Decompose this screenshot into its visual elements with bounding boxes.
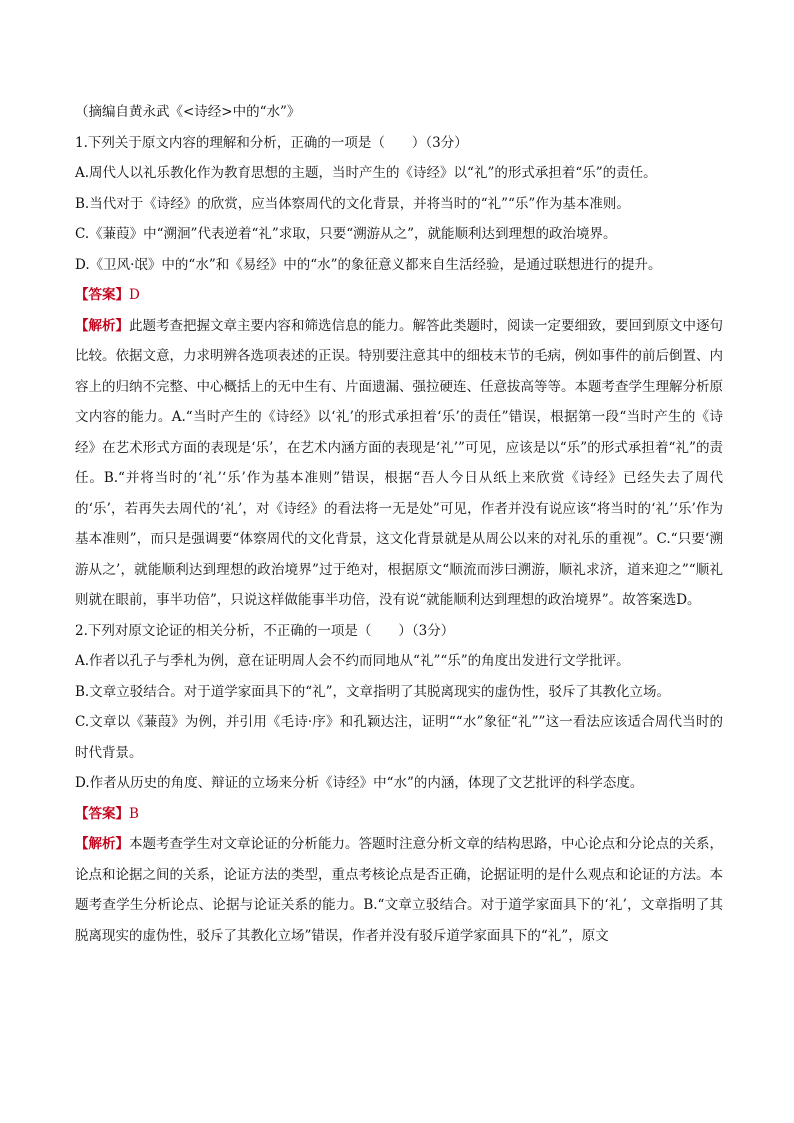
question-1-option-c: C.《蒹葭》中“溯洄”代表逆着“礼”求取，只要“溯游从之”，就能顺利达到理想的政治境界。 — [75, 226, 617, 242]
answer-value: D — [129, 287, 140, 303]
question-1-answer — [75, 280, 723, 311]
answer-tag: 【答案】 — [75, 805, 129, 822]
question-1-option-d: D.《卫风·氓》中的“水”和《易经》中的“水”的象征意义都来自生活经验，是通过联想进行的提升。 — [75, 256, 662, 273]
answer-tag: 【答案】 — [75, 287, 129, 303]
question-1-stem: 1.下列关于原文内容的理解和分析，正确的一项是（ ）（3分） — [75, 134, 468, 151]
analysis-tag: 【解析】 — [75, 317, 129, 334]
question-2-option-b: B.文章立驳结合。对于道学家面具下的“礼”，文章指明了其脱离现实的虚伪性，驳斥了其教化立场。 — [75, 683, 671, 700]
answer-value: B — [129, 805, 139, 822]
question-2-option-a: A.作者以孔子与季札为例，意在证明周人会不约而同地从“礼”“乐”的角度出发进行文学批评。 — [75, 653, 630, 669]
analysis-text: 此题考查把握文章主要内容和筛选信息的能力。解答此类题时，阅读一定要细致，要回到原文中逐句比较。依据文意，力求明辨各选项表述的正误。特别要注意其中的细枝末节的毛病，例如事件的前后倒置、内容上的归纳不完整、中心概括上的无中生有、片面遗漏、强拉硬连、任意拔高等等。本题考查学生理解分析原文内容的能力。A.“当时产生的《诗经》以‘礼’的形式承担着‘乐’的责任”错误，根据第一段“当时产生的《诗经》在艺术形式方面的表现是‘乐’，在艺术内涵方面的表现是‘礼’”可见，应该是以“乐”的形式承担着“礼”的责任。B.“并将当时的‘礼’‘乐’作为基本准则”错误，根据“吾人今日从纸上来欣赏《诗经》已经失去了周代的‘乐’，若再失去周代的‘礼’，对《诗经》的看法将一无是处”可见，作者并没有说应该“将当时的‘礼’‘乐’作为基本准则”，而只是强调要“体察周代的文化背景，这文化背景就是从周公以来的对礼乐的重视”。C.“只要‘溯游从之’，就能顺利达到理想的政治境界”过于绝对，根据原文“顺流而涉曰溯游，顺礼求济，道来迎之”“顺礼则就在眼前，事半功倍”，只说这样做能事半功倍，没有说“就能顺利达到理想的政治境界”。故答案选D。 — [75, 317, 723, 608]
question-1-option-b: B.当代对于《诗经》的欣赏，应当体察周代的文化背景，并将当时的“礼”“乐”作为基本准则。 — [75, 195, 630, 212]
question-1-option-a: A.周代人以礼乐教化作为教育思想的主题，当时产生的《诗经》以“礼”的形式承担着“乐”的责任。 — [75, 165, 657, 181]
document-page — [75, 97, 723, 951]
question-2-answer — [75, 799, 723, 830]
source-note: （摘编自黄永武《<诗经>中的“水”》 — [75, 104, 301, 120]
question-2-analysis — [75, 829, 723, 951]
question-1-analysis — [75, 311, 723, 616]
analysis-text: 本题考查学生对文章论证的分析能力。答题时注意分析文章的结构思路，中心论点和分论点的关系，论点和论据之间的关系，论证方法的类型，重点考核论点是否正确，论据证明的是什么观点和论证的方法。本题考查学生分析论点、论据与论证关系的能力。B.“文章立驳结合。对于道学家面具下的‘礼’，文章指明了其脱离现实的虚伪性，驳斥了其教化立场”错误，作者并没有驳斥道学家面具下的“礼”，原文 — [75, 836, 723, 944]
question-2-stem: 2.下列对原文论证的相关分析，不正确的一项是（ ）（3分） — [75, 622, 455, 639]
question-2-option-c: C.文章以《蒹葭》为例，并引用《毛诗·序》和孔颖达注，证明““水”象征“礼””这一看法应该适合周代当时的时代背景。 — [75, 714, 723, 761]
question-2-option-d: D.作者从历史的角度、辩证的立场来分析《诗经》中“水”的内涵，体现了文艺批评的科学态度。 — [75, 775, 644, 791]
analysis-tag: 【解析】 — [75, 836, 129, 852]
